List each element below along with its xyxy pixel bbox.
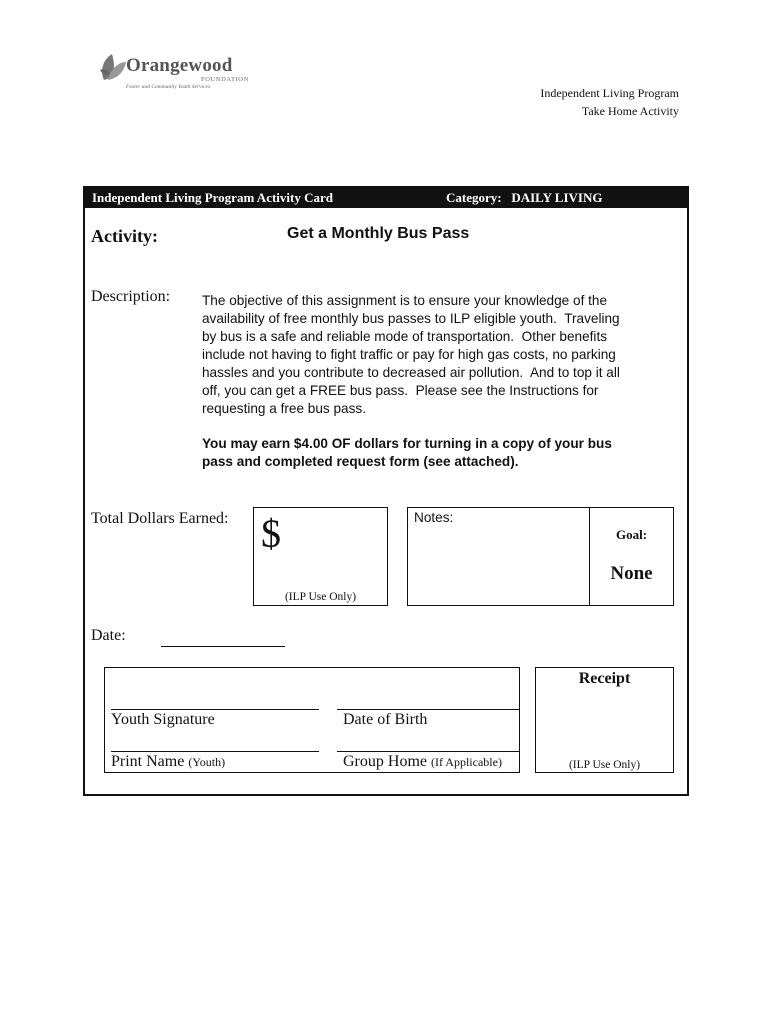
logo-foundation: FOUNDATION (201, 76, 249, 83)
description-line: requesting a free bus pass. (202, 401, 366, 416)
print-name-field[interactable] (111, 751, 319, 752)
orangewood-logo (98, 48, 248, 98)
earn-text (202, 435, 672, 471)
description-label: Description: (91, 288, 171, 305)
description-line: hassles and you contribute to decreased air pollution. And to top it all (202, 365, 620, 380)
description-line: by bus is a safe and reliable mode of transportation. Other benefits (202, 329, 608, 344)
activity-title: Get a Monthly Bus Pass (287, 225, 470, 242)
description-text (202, 292, 672, 418)
leaf-icon (98, 50, 128, 84)
date-field[interactable] (161, 646, 285, 647)
dollar-amount-box[interactable] (253, 507, 388, 606)
group-home-note: (If Applicable) (430, 755, 502, 769)
header-line-program: Independent Living Program (540, 86, 679, 100)
dollar-sign: $ (261, 511, 281, 556)
logo-tagline: Foster and Community Youth Services (126, 84, 211, 90)
earn-line: pass and completed request form (see attached). (202, 454, 519, 469)
description-line: availability of free monthly bus passes to ILP eligible youth. Traveling (202, 311, 620, 326)
goal-value: None (610, 563, 653, 584)
group-home-text: Group Home (343, 753, 427, 770)
date-label: Date: (91, 627, 126, 644)
group-home-field[interactable] (337, 751, 520, 752)
card-category: Category: DAILY LIVING (446, 190, 603, 205)
signature-box (104, 667, 520, 773)
date-of-birth-field[interactable] (337, 709, 520, 710)
receipt-title: Receipt (578, 670, 631, 687)
date-of-birth-label: Date of Birth (343, 711, 428, 728)
print-name-text: Print Name (111, 753, 185, 770)
goal-label: Goal: (615, 527, 648, 542)
header-line-activity: Take Home Activity (581, 104, 679, 118)
receipt-ilp-use-only: (ILP Use Only) (568, 759, 641, 771)
activity-label: Activity: (91, 226, 158, 246)
notes-label: Notes: (414, 510, 454, 525)
print-name-note: (Youth) (188, 755, 226, 769)
print-name-label (111, 753, 225, 771)
notes-box[interactable] (407, 507, 674, 606)
description-line: include not having to fight traffic or pay for high gas costs, no parking (202, 347, 616, 362)
goal-divider (589, 508, 590, 605)
earn-line: You may earn $4.00 OF dollars for turning in a copy of your bus (202, 436, 612, 451)
card-title: Independent Living Program Activity Card (92, 190, 333, 205)
youth-signature-label: Youth Signature (111, 711, 215, 728)
receipt-box[interactable] (535, 667, 674, 773)
header-program (540, 84, 679, 120)
total-dollars-label: Total Dollars Earned: (91, 510, 229, 527)
logo-name: Orangewood (126, 55, 233, 76)
youth-signature-field[interactable] (111, 709, 319, 710)
ilp-use-only-note: (ILP Use Only) (284, 591, 357, 603)
description-line: The objective of this assignment is to ensure your knowledge of the (202, 293, 608, 308)
card-header-bar (85, 188, 687, 208)
group-home-label (343, 753, 502, 771)
description-line: off, you can get a FREE bus pass. Please see the Instructions for (202, 383, 599, 398)
